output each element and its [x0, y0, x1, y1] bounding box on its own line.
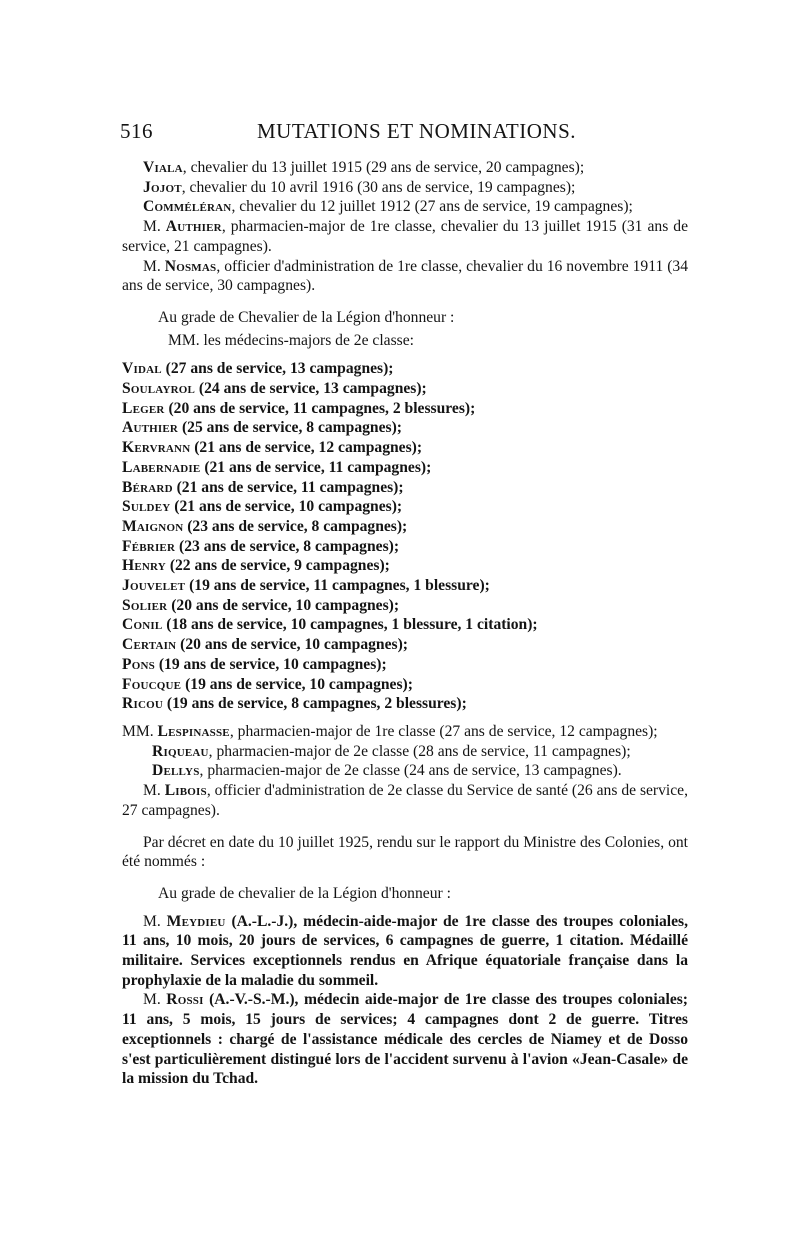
- entry-text: , officier d'administration de 2e classe du Service de santé (26 ans de service, 27 campagnes).: [122, 782, 688, 819]
- entry-text: , pharmacien-major de 2e classe (24 ans de service, 13 campagnes).: [199, 762, 622, 780]
- decree-paragraph: Par décret en date du 10 juillet 1925, rendu sur le rapport du Ministre des Colonies, ont été nommés :: [122, 833, 688, 871]
- entry-name: Pons: [122, 655, 155, 673]
- entry-text: , pharmacien-major de 1re classe, chevalier du 13 juillet 1915 (31 ans de service, 21 campagnes).: [122, 218, 688, 255]
- entry-text: (24 ans de service, 13 campagnes);: [195, 380, 427, 398]
- entry-prefix: M.: [143, 782, 165, 800]
- entry-name: Suldey: [122, 498, 171, 516]
- entry-name: Labernadie: [122, 458, 201, 476]
- list-item: [122, 596, 688, 616]
- entry-jojot: [122, 178, 688, 198]
- entry-name: Henry: [122, 557, 166, 575]
- list-item: [122, 635, 688, 655]
- pharmaciens-list: [122, 722, 688, 781]
- intro-entries: [122, 158, 688, 296]
- page-header: [120, 119, 690, 149]
- colonial-entries: [122, 912, 688, 1089]
- entry-riqueau: [122, 742, 688, 762]
- entry-name: Libois: [164, 782, 207, 800]
- entry-text: (A.-V.-S.-M.), médecin aide-major de 1re classe des troupes coloniales; 11 ans, 5 mois, 15 jours de services; 4 campagnes dont 2 de guerre. Titres exceptionnels : chargé de l'assistance médicale des cercles de Niamey et de Dosso s'est particulièrement distingué lors de l'accident survenu à l'avion «Jean-Casale» de la mission du Tchad.: [122, 991, 688, 1088]
- entry-nosmas: [122, 257, 688, 296]
- entry-text: (19 ans de service, 11 campagnes, 1 blessure);: [185, 577, 490, 595]
- entry-text: , chevalier du 13 juillet 1915 (29 ans de service, 20 campagnes);: [182, 159, 585, 176]
- entry-name: Solier: [122, 596, 168, 614]
- entry-meydieu: [122, 912, 688, 991]
- list-item: [122, 655, 688, 675]
- entry-text: , pharmacien-major de 1re classe (27 ans de service, 12 campagnes);: [229, 722, 658, 740]
- entry-name: Certain: [122, 636, 177, 654]
- list-item: [122, 537, 688, 557]
- entry-text: (21 ans de service, 11 campagnes);: [200, 458, 432, 476]
- entry-text: , chevalier du 10 avril 1916 (30 ans de service, 19 campagnes);: [181, 178, 576, 196]
- entry-prefix: M.: [143, 991, 167, 1009]
- page-number: 516: [120, 119, 153, 143]
- entry-prefix: M.: [143, 912, 167, 930]
- section-subheading: MM. les médecins-majors de 2e classe:: [168, 331, 414, 349]
- entry-name: Fébrier: [122, 537, 176, 555]
- entry-name: Viala: [143, 159, 183, 176]
- list-item: [122, 497, 688, 517]
- entry-text: (19 ans de service, 10 campagnes);: [181, 675, 413, 693]
- entry-viala: [122, 158, 688, 178]
- entry-text: , officier d'administration de 1re classe, chevalier du 16 novembre 1911 (34 ans de service, 30 campagnes).: [122, 257, 688, 295]
- entry-name: Foucque: [122, 675, 182, 693]
- list-item: [122, 359, 688, 379]
- entry-text: (19 ans de service, 8 campagnes, 2 blessures);: [163, 695, 467, 713]
- entry-name: Kervrann: [122, 439, 191, 457]
- entry-text: (21 ans de service, 11 campagnes);: [172, 478, 404, 496]
- entry-rossi: [122, 990, 688, 1089]
- entry-text: (23 ans de service, 8 campagnes);: [183, 517, 408, 535]
- entry-name: Leger: [122, 399, 165, 417]
- entry-name: Riqueau: [152, 742, 209, 760]
- list-item: [122, 615, 688, 635]
- entry-text: (27 ans de service, 13 campagnes);: [161, 360, 394, 378]
- entry-name: Authier: [165, 218, 222, 236]
- running-title: MUTATIONS ET NOMINATIONS.: [257, 119, 577, 143]
- entry-name: Comméléran: [143, 198, 232, 216]
- entry-name: Rossi: [166, 991, 204, 1009]
- body-text: [122, 158, 688, 1089]
- list-item: [122, 458, 688, 478]
- entry-name: Maignon: [122, 517, 184, 535]
- entry-name: Vidal: [122, 360, 162, 378]
- entry-name: Jouvelet: [122, 577, 186, 595]
- entry-name: Bérard: [122, 478, 173, 496]
- list-item: [122, 517, 688, 537]
- entry-text: (23 ans de service, 8 campagnes);: [175, 537, 400, 555]
- entry-dellys: [122, 761, 688, 781]
- entry-name: Dellys: [152, 762, 200, 780]
- entry-text: (21 ans de service, 10 campagnes);: [170, 498, 403, 516]
- list-item: [122, 675, 688, 695]
- entry-name: Nosmas: [164, 257, 217, 275]
- entry-text: (22 ans de service, 9 campagnes);: [165, 557, 390, 575]
- list-item: [122, 576, 688, 596]
- entry-text: (21 ans de service, 12 campagnes);: [190, 439, 423, 457]
- entry-name: Conil: [122, 616, 163, 634]
- entry-commeleran: [122, 197, 688, 217]
- entry-name: Meydieu: [166, 912, 226, 930]
- entry-lespinasse: [122, 722, 688, 742]
- entry-text: (25 ans de service, 8 campagnes);: [178, 419, 402, 437]
- section-heading: Au grade de Chevalier de la Légion d'honneur :: [158, 308, 455, 326]
- entry-authier-pharmacien: [122, 217, 688, 256]
- entry-name: Soulayrol: [122, 380, 196, 398]
- list-item: [122, 694, 688, 714]
- entry-text: (19 ans de service, 10 campagnes);: [154, 655, 387, 673]
- entry-text: (20 ans de service, 11 campagnes, 2 blessures);: [164, 399, 476, 417]
- entry-text: , chevalier du 12 juillet 1912 (27 ans de service, 19 campagnes);: [231, 198, 633, 216]
- entry-text: (A.-L.-J.), médecin-aide-major de 1re classe des troupes coloniales, 11 ans, 10 mois, 20 jours de services, 6 campagnes de guerre, 1 citation. Médaillé militaire. Services exceptionnels rendus en Afrique équatoriale française dans la prophylaxie de la maladie du sommeil.: [122, 912, 688, 989]
- entry-text: (18 ans de service, 10 campagnes, 1 blessure, 1 citation);: [162, 616, 538, 634]
- entry-name: Ricou: [122, 695, 163, 713]
- entry-name: Authier: [122, 419, 179, 437]
- entry-prefix: MM.: [122, 722, 158, 740]
- entry-name: Jojot: [143, 178, 182, 196]
- list-item: [122, 379, 688, 399]
- list-item: [122, 556, 688, 576]
- entry-text: (20 ans de service, 10 campagnes);: [167, 596, 400, 614]
- list-item: [122, 399, 688, 419]
- entry-prefix: M.: [143, 257, 165, 275]
- chevaliers-list: [122, 359, 688, 714]
- list-item: [122, 438, 688, 458]
- entry-text: (20 ans de service, 10 campagnes);: [176, 636, 408, 654]
- entry-libois: [122, 781, 688, 820]
- list-item: [122, 478, 688, 498]
- section-heading-2: Au grade de chevalier de la Légion d'honneur :: [158, 884, 451, 902]
- list-item: [122, 418, 688, 438]
- entry-text: , pharmacien-major de 2e classe (28 ans de service, 11 campagnes);: [208, 742, 631, 760]
- entry-prefix: M.: [143, 218, 166, 236]
- entry-name: Lespinasse: [157, 722, 230, 740]
